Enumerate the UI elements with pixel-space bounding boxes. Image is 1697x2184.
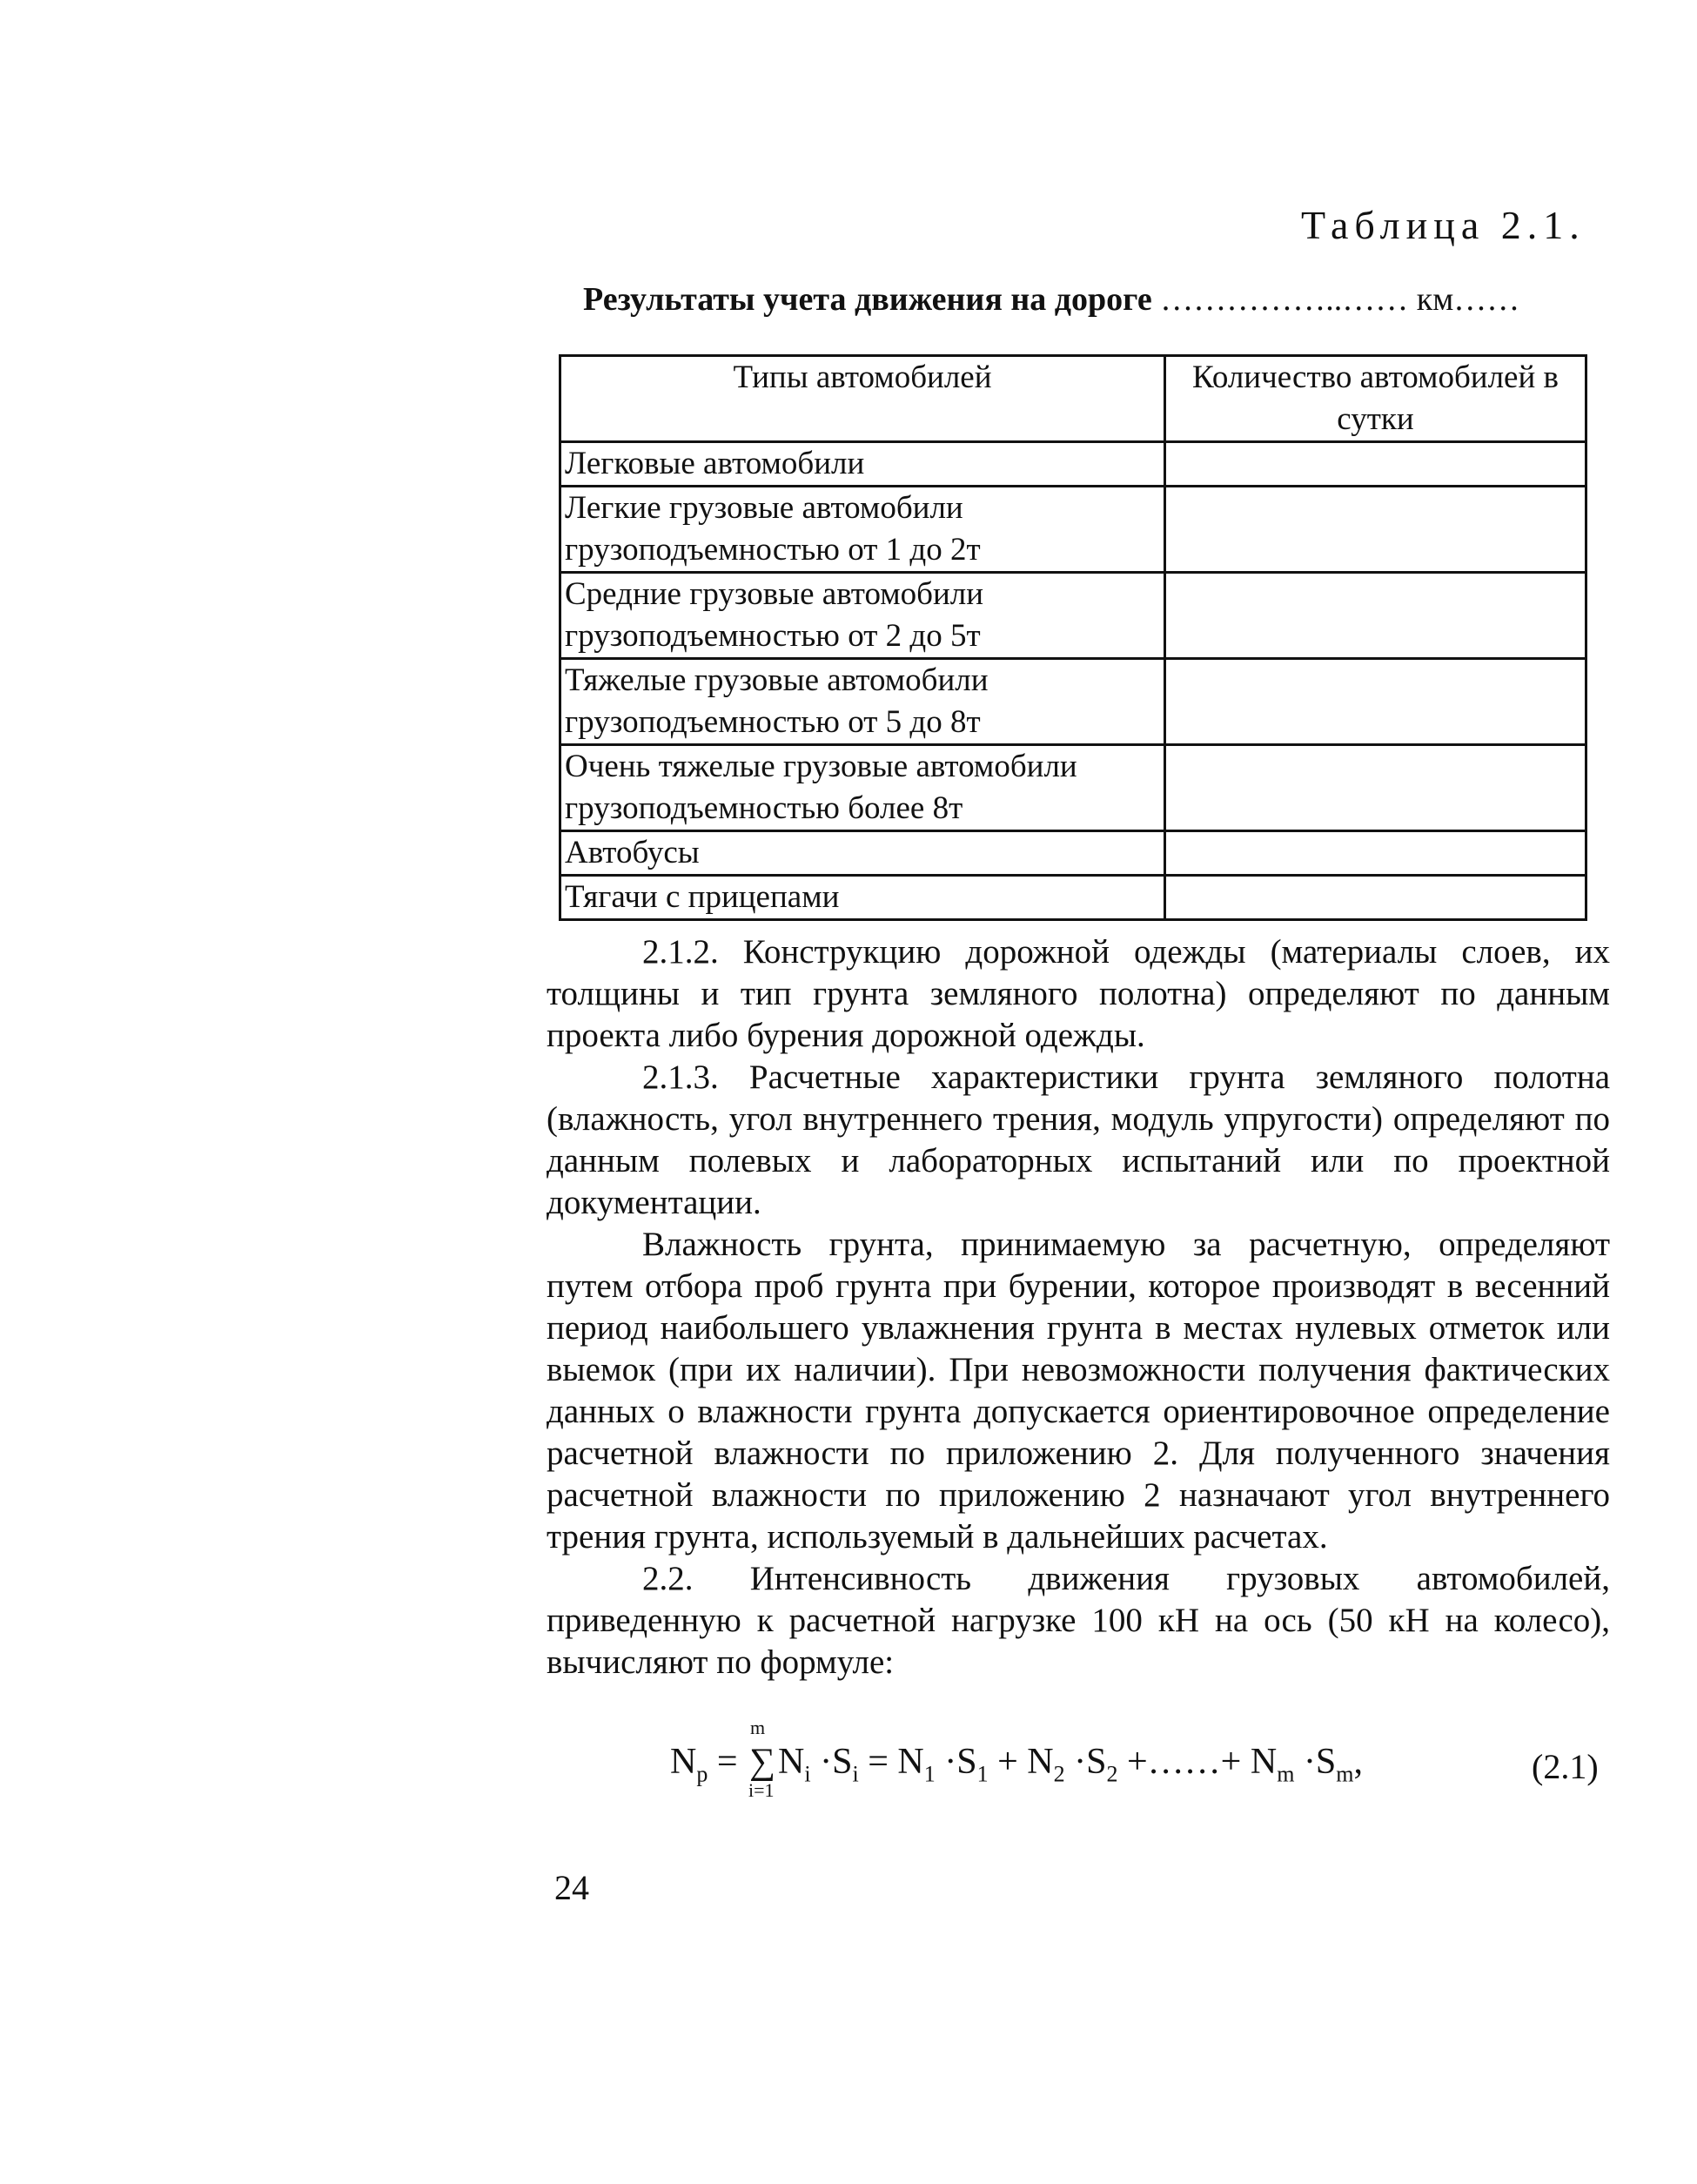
vehicle-type-cell: Легковые автомобили	[560, 442, 1165, 487]
vehicle-type-cell: Тяжелые грузовые автомобили грузоподъемностью от 5 до 8т	[560, 659, 1165, 745]
vehicle-count-cell	[1165, 876, 1586, 920]
table-row	[560, 876, 1586, 920]
table-row	[560, 442, 1586, 487]
table-row	[560, 573, 1586, 659]
vehicle-type-cell: Легкие грузовые автомобили грузоподъемностью от 1 до 2т	[560, 487, 1165, 573]
vehicle-count-table	[559, 354, 1587, 921]
table-row	[560, 831, 1586, 876]
table-title-text: Результаты учета движения на дороге	[583, 281, 1152, 318]
vehicle-count-cell	[1165, 659, 1586, 745]
formula-lhs: N	[670, 1742, 697, 1782]
table-header-row	[560, 356, 1586, 442]
page-number: 24	[554, 1868, 589, 1907]
sum-upper-limit: m	[750, 1717, 766, 1738]
vehicle-type-cell: Автобусы	[560, 831, 1165, 876]
table-row	[560, 745, 1586, 831]
formula-number: (2.1)	[1532, 1747, 1599, 1786]
formula-2-1	[670, 1717, 1610, 1811]
vehicle-count-cell	[1165, 831, 1586, 876]
vehicle-type-cell: Средние грузовые автомобили грузоподъемностью от 2 до 5т	[560, 573, 1165, 659]
paragraph-moisture: Влажность грунта, принимаемую за расчетную, определяют путем отбора проб грунта при бурении, которое производят в весенний период наибольшего увлажнения грунта в местах нулевых отметок или выемок (при их наличии). При невозможности получения фактических данных о влажности грунта допускается ориентировочное определение расчетной влажности по приложению 2. Для полученного значения расчетной влажности по приложению 2 назначают угол внутреннего трения грунта, используемый в дальнейших расчетах.	[547, 1226, 1610, 1556]
vehicle-type-cell: Очень тяжелые грузовые автомобили грузоподъемностью более 8т	[560, 745, 1165, 831]
header-vehicle-type: Типы автомобилей	[560, 356, 1165, 442]
table-title-dots: ……………..…… км……	[1151, 281, 1520, 318]
vehicle-type-cell: Тягачи с прицепами	[560, 876, 1165, 920]
paragraph-2-1-2: 2.1.2. Конструкцию дорожной одежды (материалы слоев, их толщины и тип грунта земляного полотна) определяют по данным проекта либо бурения дорожной одежды.	[547, 933, 1610, 1054]
table-title	[583, 280, 1519, 319]
body-text	[547, 931, 1610, 1683]
formula-expression: $N_p$ = ∑ m i=1 $N_i \cdot S_i = N_1 \cdot S_1 + N_2 \cdot S_2$ +……+ $N_m \cdot S_m$,	[670, 1717, 1364, 1801]
vehicle-count-cell	[1165, 745, 1586, 831]
sum-lower-limit: i=1	[748, 1779, 775, 1801]
table-row	[560, 659, 1586, 745]
vehicle-count-cell	[1165, 573, 1586, 659]
paragraph-2-2: 2.2. Интенсивность движения грузовых автомобилей, приведенную к расчетной нагрузке 100 кН на ось (50 кН на колесо), вычисляют по формуле:	[547, 1560, 1610, 1681]
formula-lhs-sub: p	[696, 1761, 708, 1787]
table-row	[560, 487, 1586, 573]
header-vehicle-count: Количество автомобилей в сутки	[1165, 356, 1586, 442]
table-caption: Таблица 2.1.	[1301, 203, 1586, 247]
vehicle-count-cell	[1165, 487, 1586, 573]
vehicle-count-cell	[1165, 442, 1586, 487]
paragraph-2-1-3: 2.1.3. Расчетные характеристики грунта земляного полотна (влажность, угол внутреннего трения, модуль упругости) определяют по данным полевых и лабораторных испытаний или по проектной документации.	[547, 1058, 1610, 1221]
sum-symbol: ∑ m i=1	[748, 1717, 775, 1801]
